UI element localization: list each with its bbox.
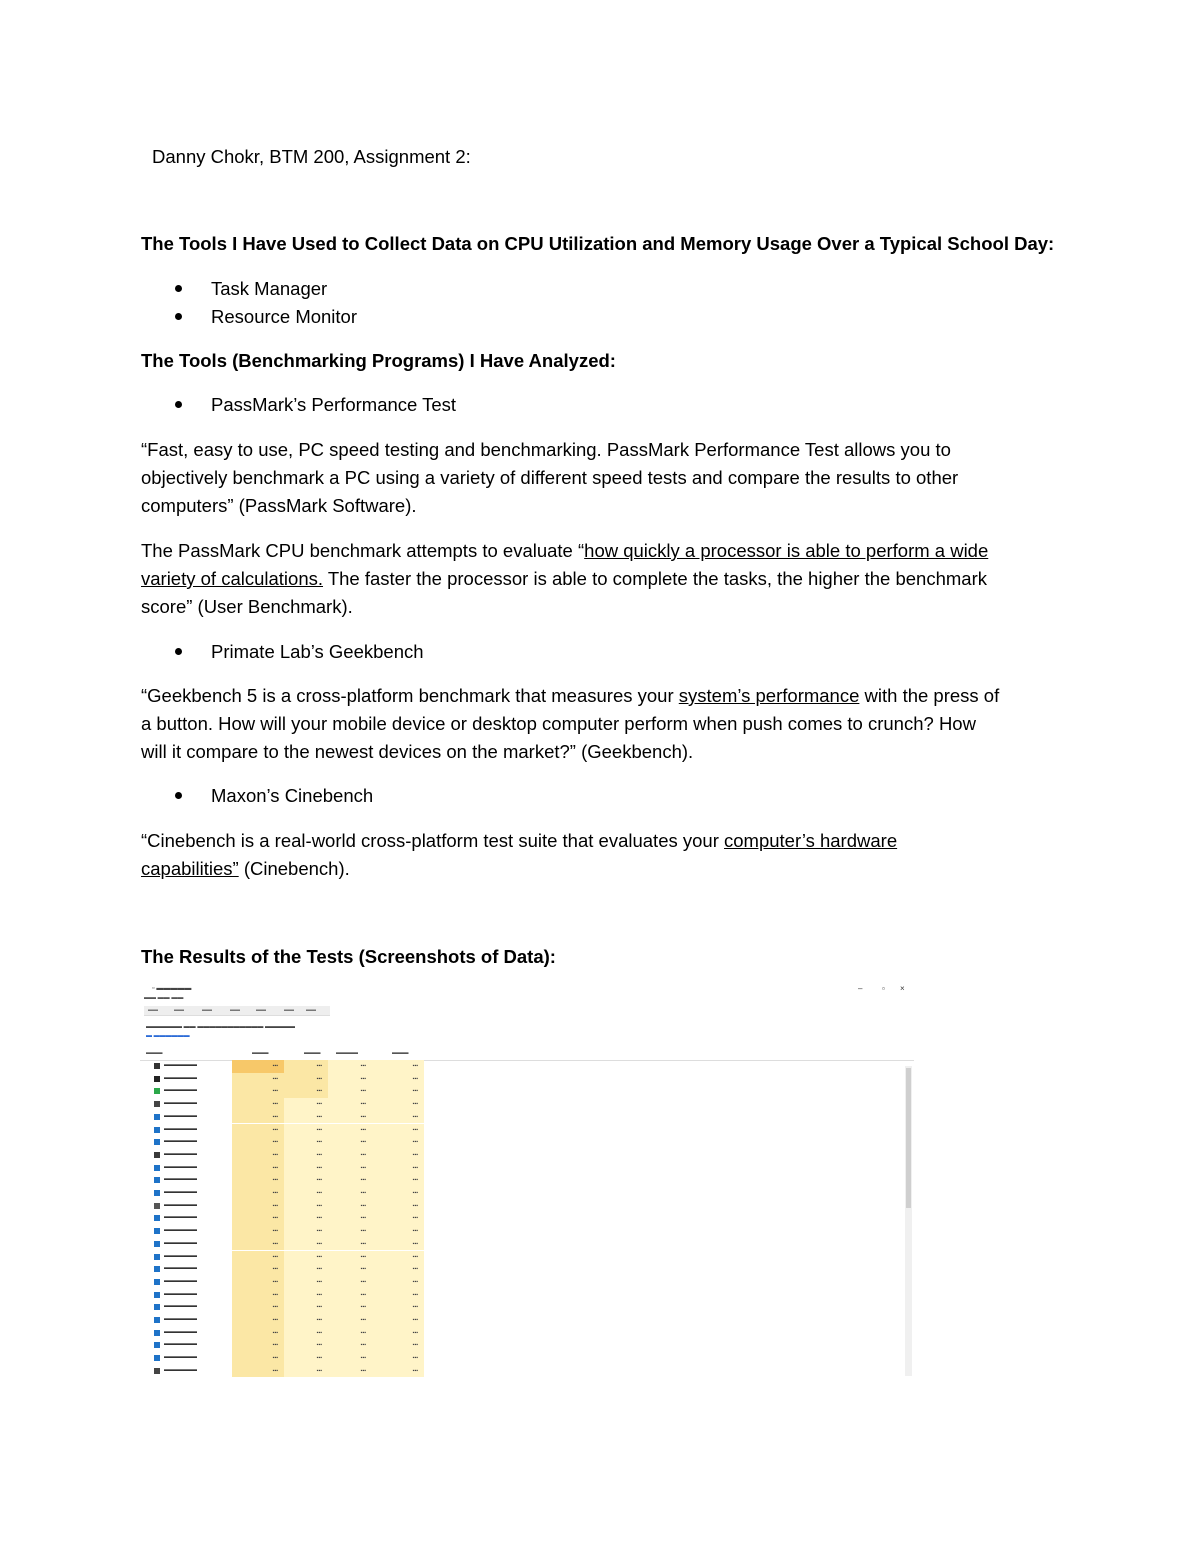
process-name: ▬▬▬▬▬▬ — [164, 1074, 197, 1081]
process-icon — [154, 1304, 160, 1310]
process-icon — [154, 1254, 160, 1260]
hyperlink[interactable]: system’s performance — [678, 685, 860, 706]
screenshot-tab: ▬▬ — [256, 1007, 266, 1013]
screenshot-tab: ▬▬ — [148, 1007, 158, 1013]
process-icon — [154, 1330, 160, 1336]
table-cell: ▪▪▪ — [232, 1238, 284, 1251]
process-name: ▬▬▬▬▬▬ — [164, 1265, 197, 1272]
process-name: ▬▬▬▬▬▬ — [164, 1277, 197, 1284]
table-cell: ▪▪▪ — [284, 1276, 328, 1289]
process-name: ▬▬▬▬▬▬ — [164, 1163, 197, 1170]
process-icon — [154, 1114, 160, 1120]
table-cell: ▪▪▪ — [328, 1314, 372, 1327]
table-cell: ▪▪▪ — [284, 1352, 328, 1365]
geekbench-quote-line — [141, 682, 999, 710]
cinebench-quote-line — [141, 827, 897, 855]
table-cell: ▪▪▪ — [372, 1238, 424, 1251]
process-icon — [154, 1063, 160, 1069]
table-cell: ▪▪▪ — [232, 1174, 284, 1187]
table-cell: ▪▪▪ — [232, 1327, 284, 1340]
text: “Cinebench is a real-world cross-platform test suite that evaluates your — [141, 830, 725, 851]
bullet-icon — [175, 285, 182, 292]
process-name: ▬▬▬▬▬▬ — [164, 1138, 197, 1145]
table-row — [140, 1098, 914, 1111]
passmark-description-line: score” (User Benchmark). — [141, 596, 353, 617]
task-manager-screenshot — [140, 982, 914, 1378]
geekbench-quote-line: a button. How will your mobile device or desktop computer perform when push comes to crunch? How — [141, 713, 976, 734]
table-row — [140, 1263, 914, 1276]
table-cell: ▪▪▪ — [284, 1238, 328, 1251]
table-cell: ▪▪▪ — [328, 1111, 372, 1124]
table-cell: ▪▪▪ — [328, 1212, 372, 1225]
table-cell: ▪▪▪ — [328, 1289, 372, 1302]
table-cell: ▪▪▪ — [232, 1136, 284, 1149]
table-cell: ▪▪▪ — [232, 1162, 284, 1175]
table-row — [140, 1162, 914, 1175]
process-name: ▬▬▬▬▬▬ — [164, 1189, 197, 1195]
column-header: ▬▬▬ — [304, 1050, 321, 1056]
table-cell: ▪▪▪ — [284, 1339, 328, 1352]
header-line: Danny Chokr, BTM 200, Assignment 2: — [152, 146, 471, 167]
hyperlink[interactable]: variety of calculations. — [141, 568, 324, 589]
table-row — [140, 1301, 914, 1314]
screenshot-tabs — [144, 1006, 330, 1016]
table-cell: ▪▪▪ — [284, 1162, 328, 1175]
table-cell: ▪▪▪ — [328, 1238, 372, 1251]
text: “Geekbench 5 is a cross-platform benchmark that measures your — [141, 685, 679, 706]
table-cell: ▪▪▪ — [328, 1339, 372, 1352]
bullet-icon — [175, 401, 182, 408]
table-cell: ▪▪▪ — [232, 1352, 284, 1365]
hyperlink[interactable]: computer’s hardware — [724, 830, 898, 851]
table-cell: ▪▪▪ — [284, 1060, 328, 1073]
table-cell: ▪▪▪ — [372, 1276, 424, 1289]
table-cell: ▪▪▪ — [372, 1301, 424, 1314]
table-cell: ▪▪▪ — [232, 1339, 284, 1352]
table-cell: ▪▪▪ — [284, 1136, 328, 1149]
list-item-geekbench: Primate Lab’s Geekbench — [211, 641, 424, 662]
table-cell: ▪▪▪ — [372, 1339, 424, 1352]
table-cell: ▪▪▪ — [284, 1149, 328, 1162]
process-name: ▬▬▬▬▬▬ — [164, 1150, 197, 1157]
process-icon — [154, 1241, 160, 1247]
passmark-quote-line: computers” (PassMark Software). — [141, 495, 417, 516]
process-icon — [154, 1292, 160, 1298]
process-icon — [154, 1203, 160, 1209]
table-cell: ▪▪▪ — [232, 1187, 284, 1200]
list-item-passmark: PassMark’s Performance Test — [211, 394, 457, 415]
table-cell: ▪▪▪ — [284, 1124, 328, 1137]
table-cell: ▪▪▪ — [372, 1251, 424, 1264]
table-cell: ▪▪▪ — [328, 1352, 372, 1365]
table-row — [140, 1327, 914, 1340]
table-row — [140, 1060, 914, 1073]
table-cell: ▪▪▪ — [372, 1365, 424, 1378]
screenshot-link: ▬ ▬▬▬▬▬▬ — [146, 1033, 190, 1039]
screenshot-status: ▬▬▬▬▬▬ ▬▬ ▬▬▬▬▬▬▬▬▬▬▬ ▬▬▬▬▬ — [146, 1024, 296, 1030]
table-cell: ▪▪▪ — [232, 1314, 284, 1327]
maximize-icon: ▫ — [882, 984, 885, 993]
screenshot-menubar: ▬▬ ▬▬ ▬▬ — [144, 995, 184, 1001]
table-cell: ▪▪▪ — [284, 1174, 328, 1187]
passmark-quote-line: objectively benchmark a PC using a variety of different speed tests and compare the results to other — [141, 467, 959, 488]
table-cell: ▪▪▪ — [328, 1174, 372, 1187]
table-cell: ▪▪▪ — [328, 1301, 372, 1314]
hyperlink[interactable]: capabilities” — [141, 858, 239, 879]
process-name: ▬▬▬▬▬▬ — [164, 1303, 197, 1310]
table-cell: ▪▪▪ — [284, 1301, 328, 1314]
table-row — [140, 1314, 914, 1327]
table-cell: ▪▪▪ — [328, 1200, 372, 1213]
table-row — [140, 1149, 914, 1162]
table-cell: ▪▪▪ — [372, 1073, 424, 1086]
table-cell: ▪▪▪ — [284, 1365, 328, 1378]
table-cell: ▪▪▪ — [372, 1327, 424, 1340]
table-row — [140, 1187, 914, 1200]
close-icon: × — [900, 984, 905, 993]
table-cell: ▪▪▪ — [328, 1251, 372, 1264]
section-heading-results: The Results of the Tests (Screenshots of Data): — [141, 946, 556, 967]
process-name: ▬▬▬▬▬▬ — [164, 1062, 197, 1068]
table-cell: ▪▪▪ — [372, 1200, 424, 1213]
table-cell: ▪▪▪ — [328, 1327, 372, 1340]
table-cell: ▪▪▪ — [372, 1162, 424, 1175]
process-name: ▬▬▬▬▬▬ — [164, 1227, 197, 1234]
text: The faster the processor is able to complete the tasks, the higher the benchmark — [323, 568, 987, 589]
table-row — [140, 1365, 914, 1378]
bullet-icon — [175, 313, 182, 320]
process-name: ▬▬▬▬▬▬ — [164, 1316, 197, 1322]
table-cell: ▪▪▪ — [328, 1073, 372, 1086]
table-cell: ▪▪▪ — [232, 1200, 284, 1213]
table-row — [140, 1111, 914, 1124]
process-name: ▬▬▬▬▬▬ — [164, 1252, 197, 1259]
table-cell: ▪▪▪ — [372, 1225, 424, 1238]
text: with the press of — [859, 685, 1000, 706]
table-row — [140, 1073, 914, 1086]
process-name: ▬▬▬▬▬▬ — [164, 1176, 197, 1183]
column-header: ▬▬▬ — [392, 1050, 409, 1056]
hyperlink[interactable]: how quickly a processor is able to perform a wide — [584, 540, 989, 561]
process-name: ▬▬▬▬▬▬ — [164, 1112, 197, 1119]
table-cell: ▪▪▪ — [284, 1085, 328, 1098]
table-row — [140, 1200, 914, 1213]
column-header: ▬▬▬ — [146, 1050, 163, 1056]
process-icon — [154, 1076, 160, 1082]
process-icon — [154, 1279, 160, 1285]
list-item: Resource Monitor — [211, 306, 358, 327]
table-row — [140, 1339, 914, 1352]
table-cell: ▪▪▪ — [372, 1314, 424, 1327]
process-name: ▬▬▬▬▬▬ — [164, 1087, 197, 1094]
table-cell: ▪▪▪ — [232, 1098, 284, 1111]
table-cell: ▪▪▪ — [232, 1276, 284, 1289]
bullet-icon — [175, 648, 182, 655]
column-header: ▬▬▬ — [252, 1050, 269, 1056]
table-cell: ▪▪▪ — [328, 1263, 372, 1276]
process-icon — [154, 1101, 160, 1107]
table-row — [140, 1225, 914, 1238]
process-icon — [154, 1152, 160, 1158]
table-cell: ▪▪▪ — [284, 1212, 328, 1225]
table-cell: ▪▪▪ — [328, 1365, 372, 1378]
process-icon — [154, 1342, 160, 1348]
table-cell: ▪▪▪ — [328, 1098, 372, 1111]
screenshot-tab: ▬▬ — [202, 1007, 212, 1013]
table-cell: ▪▪▪ — [232, 1289, 284, 1302]
process-icon — [154, 1190, 160, 1196]
screenshot-tab: ▬▬ — [284, 1007, 294, 1013]
table-cell: ▪▪▪ — [232, 1149, 284, 1162]
process-icon — [154, 1317, 160, 1323]
process-name: ▬▬▬▬▬▬ — [164, 1125, 197, 1132]
process-icon — [154, 1165, 160, 1171]
table-cell: ▪▪▪ — [328, 1149, 372, 1162]
text: The PassMark CPU benchmark attempts to evaluate “ — [141, 540, 585, 561]
table-cell: ▪▪▪ — [372, 1136, 424, 1149]
table-cell: ▪▪▪ — [328, 1187, 372, 1200]
table-cell: ▪▪▪ — [372, 1149, 424, 1162]
table-cell: ▪▪▪ — [372, 1060, 424, 1073]
table-cell: ▪▪▪ — [372, 1212, 424, 1225]
passmark-description-line — [141, 565, 987, 593]
table-row — [140, 1276, 914, 1289]
table-cell: ▪▪▪ — [372, 1098, 424, 1111]
table-cell: ▪▪▪ — [232, 1251, 284, 1264]
table-cell: ▪▪▪ — [328, 1136, 372, 1149]
table-cell: ▪▪▪ — [284, 1327, 328, 1340]
process-icon — [154, 1215, 160, 1221]
table-cell: ▪▪▪ — [284, 1251, 328, 1264]
table-cell: ▪▪▪ — [372, 1187, 424, 1200]
section-heading-tools-used: The Tools I Have Used to Collect Data on CPU Utilization and Memory Usage Over a Typical School Day: — [141, 233, 1055, 254]
table-cell: ▪▪▪ — [232, 1073, 284, 1086]
table-cell: ▪▪▪ — [328, 1276, 372, 1289]
table-cell: ▪▪▪ — [232, 1124, 284, 1137]
table-row — [140, 1174, 914, 1187]
table-cell: ▪▪▪ — [284, 1098, 328, 1111]
geekbench-quote-line: will it compare to the newest devices on the market?” (Geekbench). — [141, 741, 694, 762]
process-name: ▬▬▬▬▬▬ — [164, 1100, 197, 1107]
table-cell: ▪▪▪ — [232, 1111, 284, 1124]
table-cell: ▪▪▪ — [284, 1200, 328, 1213]
process-name: ▬▬▬▬▬▬ — [164, 1201, 197, 1208]
table-row — [140, 1238, 914, 1251]
table-row — [140, 1289, 914, 1302]
process-icon — [154, 1228, 160, 1234]
process-icon — [154, 1266, 160, 1272]
screenshot-tab: ▬▬ — [306, 1007, 316, 1013]
table-cell: ▪▪▪ — [232, 1085, 284, 1098]
table-cell: ▪▪▪ — [328, 1124, 372, 1137]
list-item-cinebench: Maxon’s Cinebench — [211, 785, 374, 806]
table-cell: ▪▪▪ — [232, 1225, 284, 1238]
process-name: ▬▬▬▬▬▬ — [164, 1366, 197, 1373]
table-cell: ▪▪▪ — [284, 1263, 328, 1276]
table-cell: ▪▪▪ — [372, 1289, 424, 1302]
passmark-description-line — [141, 537, 988, 565]
process-icon — [154, 1355, 160, 1361]
table-row — [140, 1212, 914, 1225]
column-header: ▬▬▬▬ — [336, 1050, 358, 1056]
process-icon — [154, 1088, 160, 1094]
table-row — [140, 1085, 914, 1098]
table-cell: ▪▪▪ — [328, 1225, 372, 1238]
section-heading-benchmarks: The Tools (Benchmarking Programs) I Have Analyzed: — [141, 350, 616, 371]
table-cell: ▪▪▪ — [284, 1187, 328, 1200]
table-cell: ▪▪▪ — [328, 1060, 372, 1073]
table-cell: ▪▪▪ — [232, 1263, 284, 1276]
table-cell: ▪▪▪ — [372, 1124, 424, 1137]
table-cell: ▪▪▪ — [284, 1289, 328, 1302]
process-name: ▬▬▬▬▬▬ — [164, 1290, 197, 1297]
process-icon — [154, 1368, 160, 1374]
table-row — [140, 1124, 914, 1137]
process-name: ▬▬▬▬▬▬ — [164, 1354, 197, 1361]
table-cell: ▪▪▪ — [372, 1111, 424, 1124]
table-cell: ▪▪▪ — [232, 1060, 284, 1073]
cinebench-quote-line — [141, 855, 350, 883]
table-cell: ▪▪▪ — [284, 1073, 328, 1086]
process-icon — [154, 1139, 160, 1145]
table-row — [140, 1251, 914, 1264]
table-cell: ▪▪▪ — [328, 1162, 372, 1175]
minimize-icon: – — [858, 984, 863, 993]
process-icon — [154, 1177, 160, 1183]
bullet-icon — [175, 792, 182, 799]
table-cell: ▪▪▪ — [284, 1111, 328, 1124]
process-name: ▬▬▬▬▬▬ — [164, 1328, 197, 1335]
text: (Cinebench). — [238, 858, 350, 879]
passmark-quote-line: “Fast, easy to use, PC speed testing and benchmarking. PassMark Performance Test allows you to — [141, 439, 951, 460]
list-item: Task Manager — [211, 278, 328, 299]
table-cell: ▪▪▪ — [372, 1263, 424, 1276]
process-name: ▬▬▬▬▬▬ — [164, 1214, 197, 1221]
process-name: ▬▬▬▬▬▬ — [164, 1341, 197, 1348]
table-cell: ▪▪▪ — [284, 1314, 328, 1327]
table-cell: ▪▪▪ — [372, 1352, 424, 1365]
table-cell: ▪▪▪ — [328, 1085, 372, 1098]
table-cell: ▪▪▪ — [372, 1174, 424, 1187]
table-cell: ▪▪▪ — [232, 1365, 284, 1378]
screenshot-titlebar: ▫ ▬▬▬▬▬ — [152, 985, 192, 992]
screenshot-tab: ▬▬ — [174, 1007, 184, 1013]
table-cell: ▪▪▪ — [372, 1085, 424, 1098]
table-cell: ▪▪▪ — [232, 1301, 284, 1314]
table-row — [140, 1352, 914, 1365]
screenshot-tab: ▬▬ — [230, 1007, 240, 1013]
table-row — [140, 1136, 914, 1149]
process-icon — [154, 1127, 160, 1133]
table-cell: ▪▪▪ — [232, 1212, 284, 1225]
table-cell: ▪▪▪ — [284, 1225, 328, 1238]
process-name: ▬▬▬▬▬▬ — [164, 1239, 197, 1246]
